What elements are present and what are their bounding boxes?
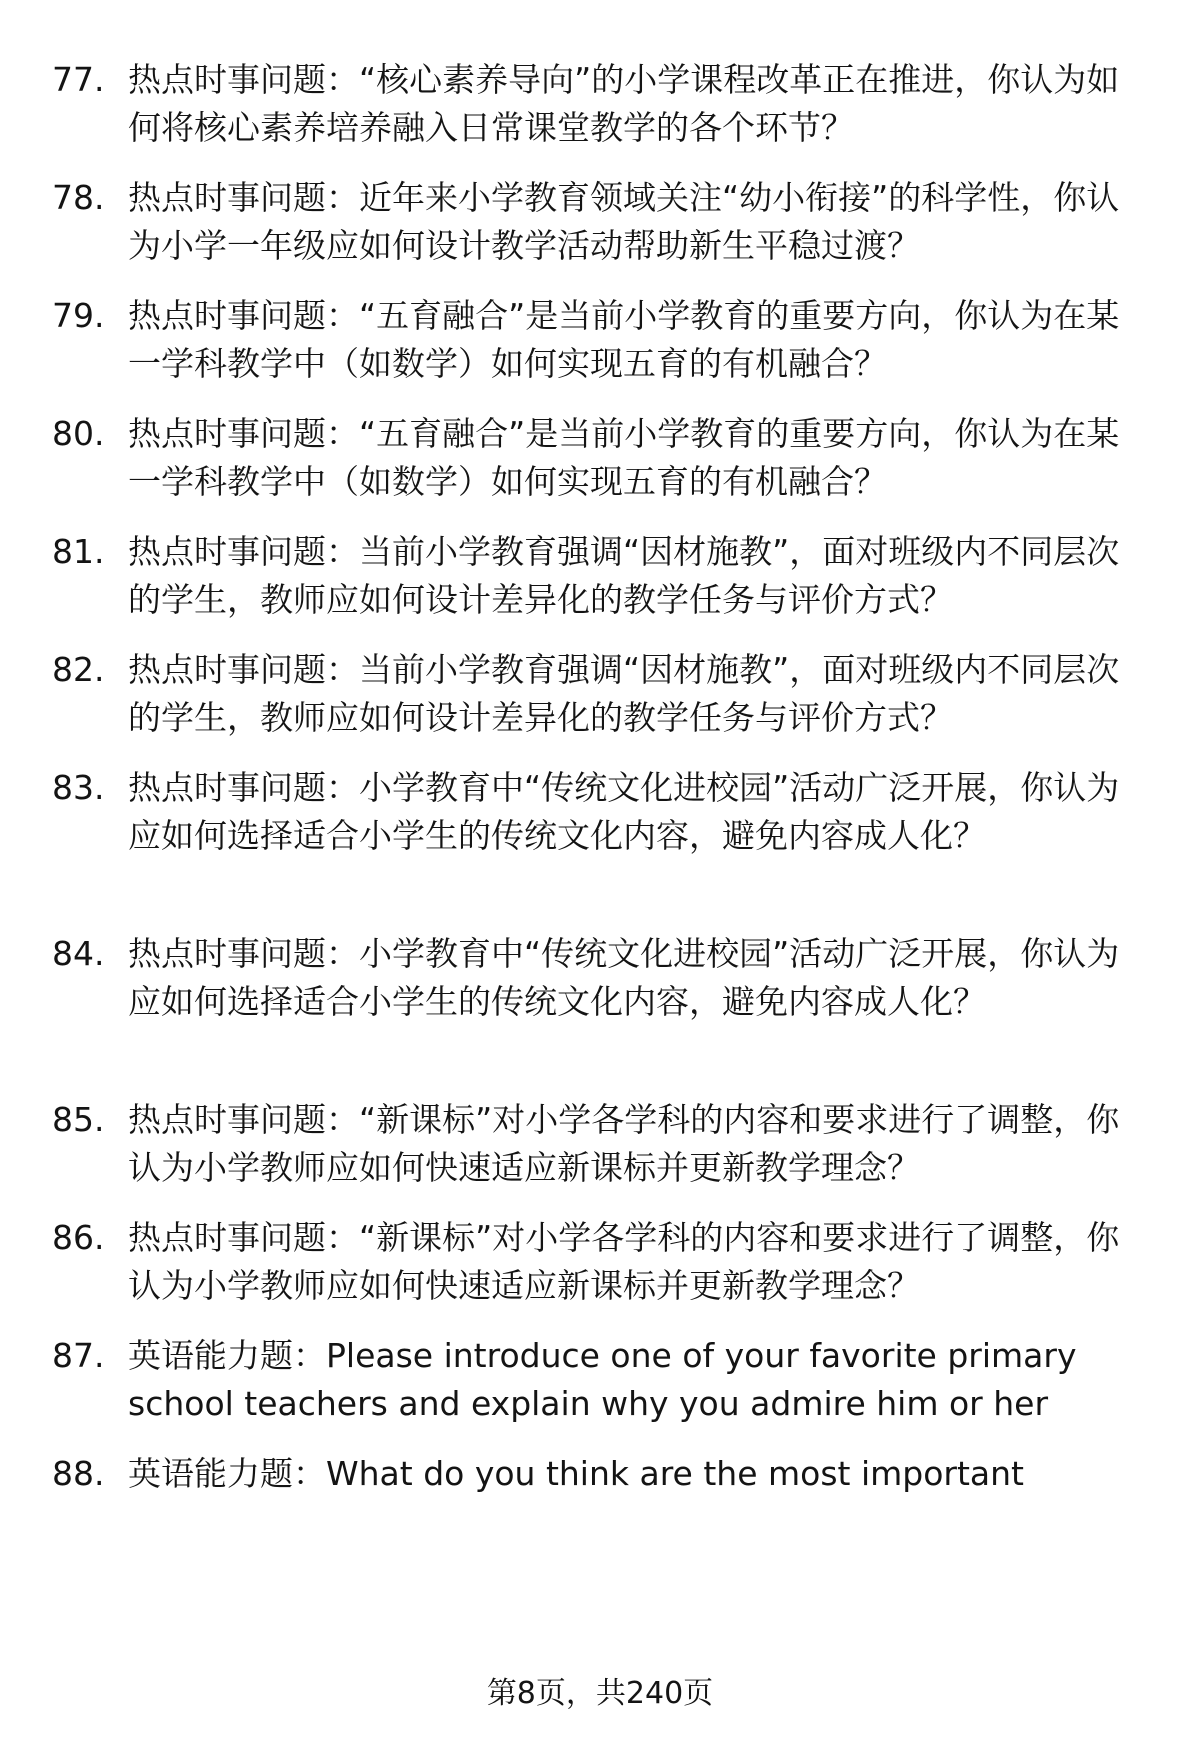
question-number: 79.: [52, 296, 105, 335]
question-number: 80.: [52, 414, 105, 453]
question-text: 热点时事问题：“五育融合”是当前小学教育的重要方向，你认为在某一学科教学中（如数学）如何实现五育的有机融合？: [128, 414, 1120, 501]
question-number: 81.: [52, 532, 105, 571]
question-text: 热点时事问题：“五育融合”是当前小学教育的重要方向，你认为在某一学科教学中（如数学）如何实现五育的有机融合？: [128, 296, 1120, 383]
question-text: 热点时事问题：小学教育中“传统文化进校园”活动广泛开展，你认为应如何选择适合小学生的传统文化内容，避免内容成人化？: [128, 768, 1120, 855]
question-text: 热点时事问题：“新课标”对小学各学科的内容和要求进行了调整，你认为小学教师应如何快速适应新课标并更新教学理念？: [128, 1218, 1120, 1305]
question-number: 86.: [52, 1218, 105, 1257]
question-text: 英语能力题：Please introduce one of your favorite primary school teachers and explain why you admire him or her: [128, 1336, 1077, 1423]
question-number: 77.: [52, 60, 105, 99]
question-text: 热点时事问题：“核心素养导向”的小学课程改革正在推进，你认为如何将核心素养培养融入日常课堂教学的各个环节？: [128, 60, 1120, 147]
question-number: 78.: [52, 178, 105, 217]
question-text: 英语能力题：What do you think are the most important: [128, 1454, 1024, 1493]
question-number: 87.: [52, 1336, 105, 1375]
question-number: 84.: [52, 934, 105, 973]
page-number-footer: 第8页，共240页: [486, 1676, 714, 1711]
question-number: 82.: [52, 650, 105, 689]
question-number: 88.: [52, 1454, 105, 1493]
question-number: 85.: [52, 1100, 105, 1139]
question-text: 热点时事问题：“新课标”对小学各学科的内容和要求进行了调整，你认为小学教师应如何快速适应新课标并更新教学理念？: [128, 1100, 1120, 1187]
question-number: 83.: [52, 768, 105, 807]
question-text: 热点时事问题：小学教育中“传统文化进校园”活动广泛开展，你认为应如何选择适合小学生的传统文化内容，避免内容成人化？: [128, 934, 1120, 1021]
question-text: 热点时事问题：当前小学教育强调“因材施教”，面对班级内不同层次的学生，教师应如何设计差异化的教学任务与评价方式？: [128, 650, 1120, 737]
question-text: 热点时事问题：近年来小学教育领域关注“幼小衔接”的科学性，你认为小学一年级应如何设计教学活动帮助新生平稳过渡？: [128, 178, 1120, 265]
question-text: 热点时事问题：当前小学教育强调“因材施教”，面对班级内不同层次的学生，教师应如何设计差异化的教学任务与评价方式？: [128, 532, 1120, 619]
